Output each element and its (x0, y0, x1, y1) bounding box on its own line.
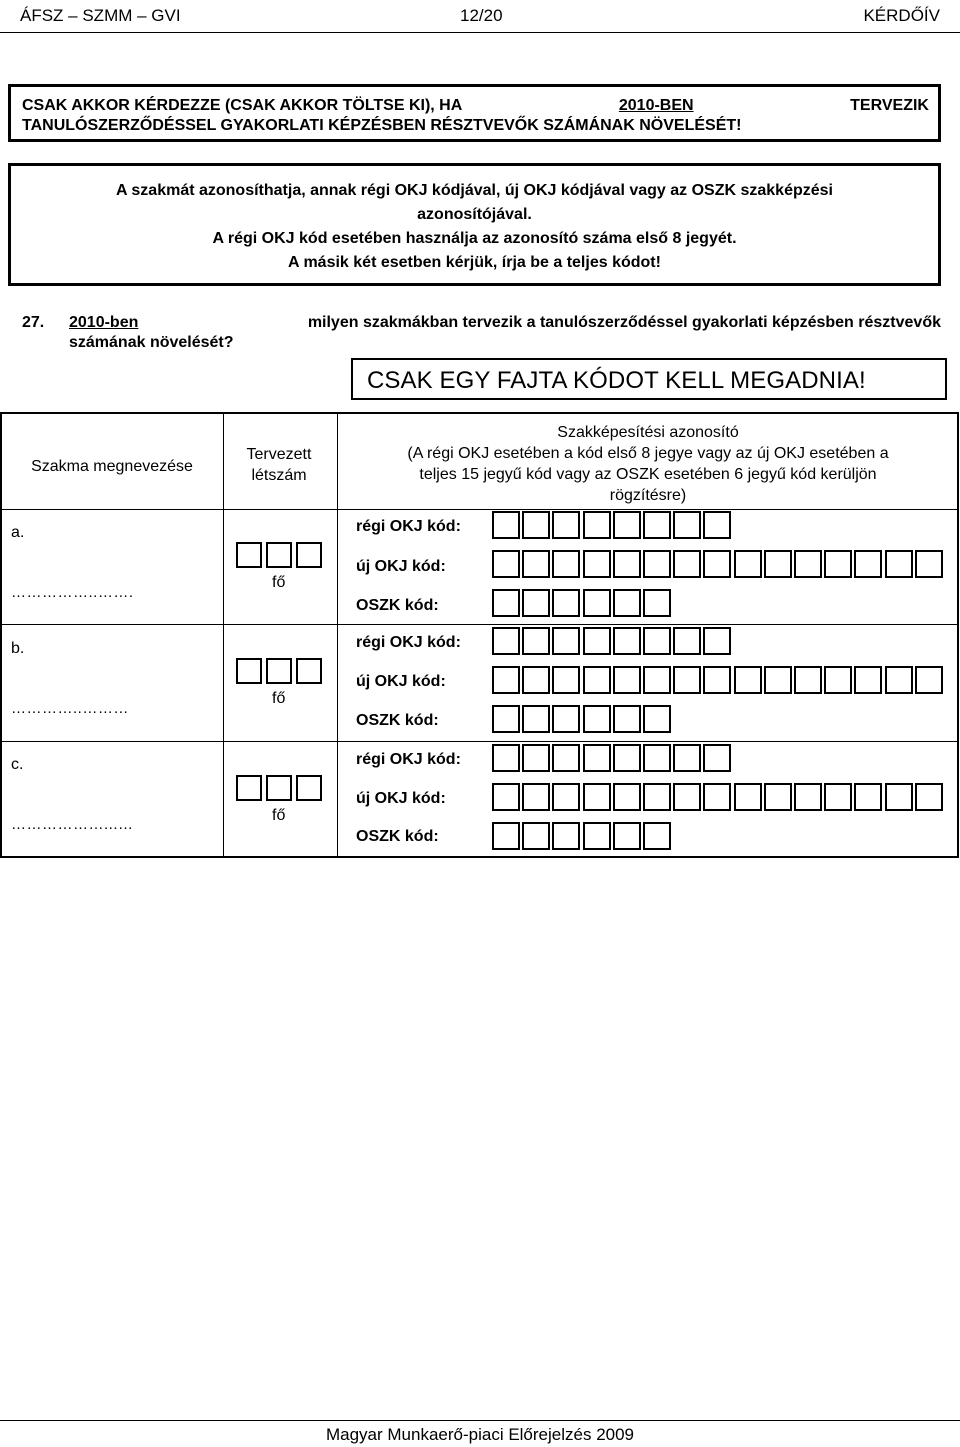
old-okj-label-b: régi OKJ kód: (356, 634, 461, 651)
new-code-digit-box-b[interactable] (794, 666, 822, 694)
col-header-headcount-line-1: Tervezett (246, 446, 312, 463)
info-line-4: A másik két esetben kérjük, írja be a teljes kódot! (288, 254, 661, 271)
old-code-digit-box-b[interactable] (492, 627, 520, 655)
headcount-digit-box-b[interactable] (236, 658, 262, 684)
old-code-digit-box-c[interactable] (613, 744, 641, 772)
new-code-digit-box-c[interactable] (643, 783, 671, 811)
instruction-year: 2010-BEN (618, 97, 694, 114)
oszk-code-digit-box-c[interactable] (583, 822, 611, 850)
new-code-digit-box-b[interactable] (643, 666, 671, 694)
headcount-digit-box-b[interactable] (296, 658, 322, 684)
headcount-digit-box-b[interactable] (266, 658, 292, 684)
new-code-digit-box-a[interactable] (492, 550, 520, 578)
row-divider (2, 624, 957, 625)
row-label-a: a. (11, 524, 25, 541)
oszk-code-digit-box-c[interactable] (492, 822, 520, 850)
header-left: ÁFSZ – SZMM – GVI (20, 6, 181, 25)
question-line-1 (69, 313, 941, 333)
old-code-digit-box-a[interactable] (643, 511, 671, 539)
notice-box (351, 358, 947, 400)
oszk-code-digit-box-c[interactable] (613, 822, 641, 850)
oszk-code-digit-box-a[interactable] (492, 589, 520, 617)
new-code-digit-box-a[interactable] (643, 550, 671, 578)
oszk-code-digit-box-c[interactable] (522, 822, 550, 850)
old-code-digit-box-a[interactable] (522, 511, 550, 539)
question-number: 27. (22, 314, 45, 331)
new-code-digit-box-a[interactable] (734, 550, 762, 578)
new-code-digit-box-c[interactable] (613, 783, 641, 811)
oszk-code-digit-box-b[interactable] (552, 705, 580, 733)
old-code-digit-box-b[interactable] (583, 627, 611, 655)
notice-text: CSAK EGY FAJTA KÓDOT KELL MEGADNIA! (367, 367, 866, 394)
col-header-headcount-line-2: létszám (251, 467, 307, 484)
new-code-digit-box-a[interactable] (552, 550, 580, 578)
new-code-digit-box-c[interactable] (915, 783, 943, 811)
header-right: KÉRDŐÍV (863, 6, 940, 25)
new-code-digit-box-a[interactable] (613, 550, 641, 578)
old-code-digit-box-b[interactable] (673, 627, 701, 655)
instruction-line-1 (22, 96, 929, 116)
row-label-c: c. (11, 756, 24, 773)
oszk-code-digit-box-a[interactable] (583, 589, 611, 617)
headcount-digit-box-c[interactable] (266, 775, 292, 801)
new-code-digit-box-b[interactable] (703, 666, 731, 694)
new-code-digit-box-c[interactable] (492, 783, 520, 811)
old-code-digit-box-c[interactable] (673, 744, 701, 772)
info-line-2: azonosítójával. (417, 206, 532, 223)
old-code-digit-box-b[interactable] (552, 627, 580, 655)
footer-rule (0, 1420, 960, 1421)
new-code-digit-box-c[interactable] (703, 783, 731, 811)
info-line-3: A régi OKJ kód esetében használja az azonosító száma első 8 jegyét. (212, 230, 737, 247)
old-code-digit-box-a[interactable] (703, 511, 731, 539)
new-code-digit-box-a[interactable] (583, 550, 611, 578)
old-code-digit-box-a[interactable] (552, 511, 580, 539)
new-okj-label-c: új OKJ kód: (356, 790, 446, 807)
new-code-digit-box-b[interactable] (673, 666, 701, 694)
unit-label-a: fő (272, 574, 286, 591)
new-okj-label-a: új OKJ kód: (356, 558, 446, 575)
new-code-digit-box-b[interactable] (854, 666, 882, 694)
new-code-digit-box-b[interactable] (734, 666, 762, 694)
headcount-digit-box-c[interactable] (236, 775, 262, 801)
oszk-code-digit-box-b[interactable] (643, 705, 671, 733)
oszk-label-a: OSZK kód: (356, 597, 439, 614)
unit-label-b: fő (272, 690, 286, 707)
col-header-headcount (224, 444, 334, 486)
old-code-digit-box-c[interactable] (522, 744, 550, 772)
new-code-digit-box-a[interactable] (794, 550, 822, 578)
instruction-line-2: TANULÓSZERZŐDÉSSEL GYAKORLATI KÉPZÉSBEN RÉSZTVEVŐK SZÁMÁNAK NÖVELÉSÉT! (22, 117, 742, 134)
row-label-b: b. (11, 640, 25, 657)
col-header-code-line-4: rögzítésre) (609, 487, 687, 504)
new-code-digit-box-b[interactable] (492, 666, 520, 694)
question-year: 2010-ben (69, 314, 139, 331)
oszk-code-digit-box-a[interactable] (613, 589, 641, 617)
instruction-box (8, 84, 941, 142)
col-header-code-line-3: teljes 15 jegyű kód vagy az OSZK esetében 6 jegyű kód kerüljön (419, 466, 877, 483)
page-footer: Magyar Munkaerő-piaci Előrejelzés 2009 (325, 1425, 635, 1444)
occupation-name-field-c[interactable]: ………………...… (11, 816, 134, 833)
new-code-digit-box-c[interactable] (885, 783, 913, 811)
old-code-digit-box-a[interactable] (583, 511, 611, 539)
oszk-code-digit-box-b[interactable] (492, 705, 520, 733)
oszk-code-digit-box-b[interactable] (522, 705, 550, 733)
new-code-digit-box-b[interactable] (885, 666, 913, 694)
new-code-digit-box-a[interactable] (915, 550, 943, 578)
new-code-digit-box-a[interactable] (673, 550, 701, 578)
old-code-digit-box-b[interactable] (522, 627, 550, 655)
old-okj-label-a: régi OKJ kód: (356, 518, 461, 535)
new-code-digit-box-b[interactable] (915, 666, 943, 694)
new-code-digit-box-a[interactable] (703, 550, 731, 578)
row-divider (2, 741, 957, 742)
col-header-occupation: Szakma megnevezése (31, 458, 193, 475)
occupation-name-field-a[interactable]: ……………..……. (11, 584, 134, 601)
oszk-code-digit-box-c[interactable] (552, 822, 580, 850)
new-code-digit-box-a[interactable] (764, 550, 792, 578)
old-okj-label-c: régi OKJ kód: (356, 751, 461, 768)
headcount-digit-box-c[interactable] (296, 775, 322, 801)
new-code-digit-box-b[interactable] (613, 666, 641, 694)
new-code-digit-box-a[interactable] (522, 550, 550, 578)
new-code-digit-box-c[interactable] (794, 783, 822, 811)
instruction-text-b: TERVEZIK (850, 97, 929, 114)
old-code-digit-box-c[interactable] (643, 744, 671, 772)
page-header (20, 6, 940, 26)
new-code-digit-box-c[interactable] (673, 783, 701, 811)
oszk-code-digit-box-a[interactable] (643, 589, 671, 617)
question-text-2: számának növelését? (69, 334, 234, 351)
instruction-text-a: CSAK AKKOR KÉRDEZZE (CSAK AKKOR TÖLTSE KI), HA (22, 97, 463, 114)
oszk-code-digit-box-a[interactable] (522, 589, 550, 617)
code-table (0, 412, 959, 858)
new-code-digit-box-a[interactable] (885, 550, 913, 578)
old-code-digit-box-b[interactable] (643, 627, 671, 655)
old-code-digit-box-c[interactable] (583, 744, 611, 772)
new-code-digit-box-c[interactable] (522, 783, 550, 811)
col-header-code-line-1: Szakképesítési azonosító (557, 424, 739, 441)
new-code-digit-box-b[interactable] (522, 666, 550, 694)
col-header-code-line-2: (A régi OKJ esetében a kód első 8 jegye vagy az új OKJ esetében a (407, 445, 889, 462)
unit-label-c: fő (272, 807, 286, 824)
old-code-digit-box-a[interactable] (613, 511, 641, 539)
oszk-code-digit-box-b[interactable] (583, 705, 611, 733)
question-text-1: milyen szakmákban tervezik a tanulószerződéssel gyakorlati képzésben résztvevők (307, 314, 941, 331)
new-code-digit-box-a[interactable] (824, 550, 852, 578)
headcount-digit-box-a[interactable] (266, 542, 292, 568)
new-code-digit-box-c[interactable] (552, 783, 580, 811)
info-box (8, 163, 941, 286)
oszk-code-digit-box-b[interactable] (613, 705, 641, 733)
oszk-code-digit-box-a[interactable] (552, 589, 580, 617)
occupation-name-field-b[interactable]: …………..……… (11, 700, 129, 717)
old-code-digit-box-b[interactable] (703, 627, 731, 655)
header-rule (0, 32, 960, 33)
new-code-digit-box-c[interactable] (854, 783, 882, 811)
new-code-digit-box-c[interactable] (734, 783, 762, 811)
page-number: 12/20 (460, 6, 503, 25)
col-header-code (347, 422, 949, 506)
new-code-digit-box-a[interactable] (854, 550, 882, 578)
new-code-digit-box-c[interactable] (824, 783, 852, 811)
old-code-digit-box-c[interactable] (552, 744, 580, 772)
headcount-digit-box-a[interactable] (236, 542, 262, 568)
new-code-digit-box-b[interactable] (552, 666, 580, 694)
new-code-digit-box-c[interactable] (583, 783, 611, 811)
new-okj-label-b: új OKJ kód: (356, 673, 446, 690)
oszk-code-digit-box-c[interactable] (643, 822, 671, 850)
column-divider (337, 414, 338, 856)
header-divider (2, 509, 957, 510)
old-code-digit-box-c[interactable] (492, 744, 520, 772)
new-code-digit-box-b[interactable] (764, 666, 792, 694)
new-code-digit-box-b[interactable] (583, 666, 611, 694)
new-code-digit-box-b[interactable] (824, 666, 852, 694)
headcount-digit-box-a[interactable] (296, 542, 322, 568)
oszk-label-c: OSZK kód: (356, 828, 439, 845)
old-code-digit-box-b[interactable] (613, 627, 641, 655)
new-code-digit-box-c[interactable] (764, 783, 792, 811)
old-code-digit-box-a[interactable] (492, 511, 520, 539)
old-code-digit-box-a[interactable] (673, 511, 701, 539)
oszk-label-b: OSZK kód: (356, 712, 439, 729)
info-line-1: A szakmát azonosíthatja, annak régi OKJ kódjával, új OKJ kódjával vagy az OSZK szakképzési (115, 182, 833, 199)
old-code-digit-box-c[interactable] (703, 744, 731, 772)
